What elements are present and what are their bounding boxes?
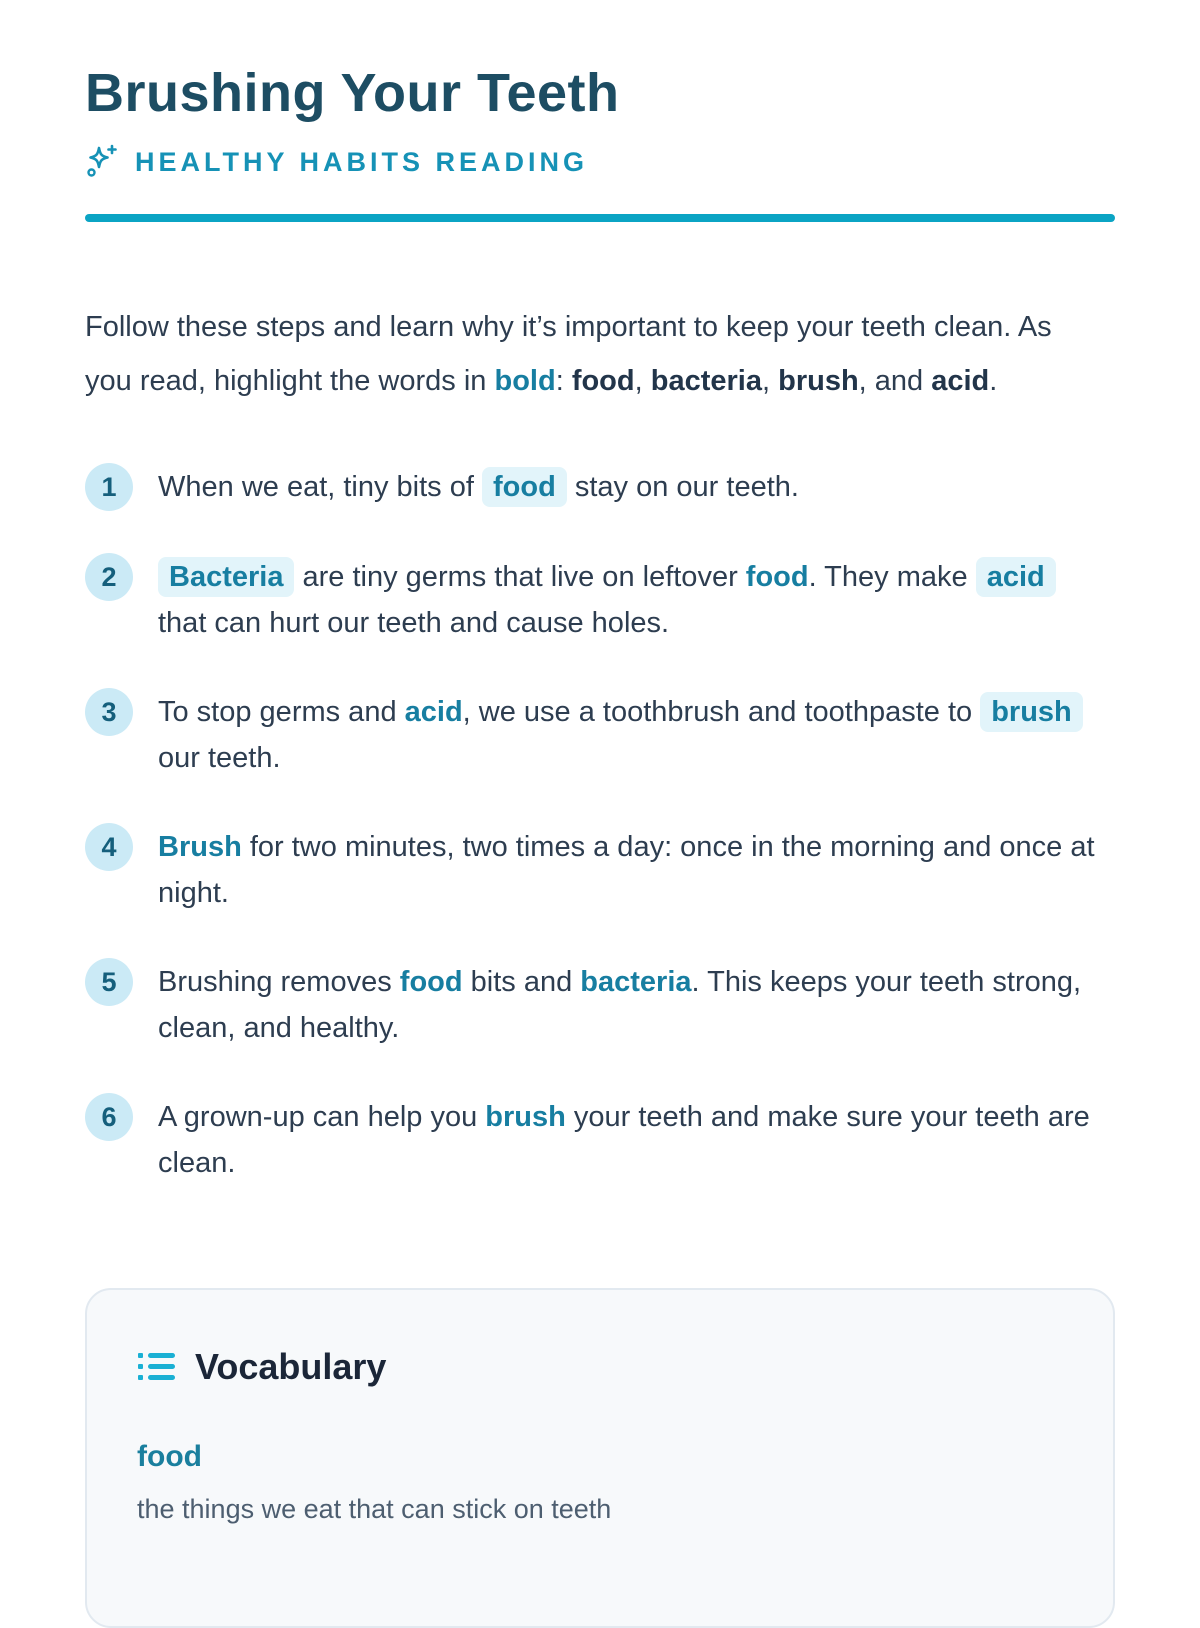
page-title: Brushing Your Teeth bbox=[85, 63, 620, 123]
vocabulary-heading-label: Vocabulary bbox=[195, 1346, 387, 1388]
text-run: stay on our teeth. bbox=[566, 471, 799, 504]
vocabulary-heading bbox=[137, 1346, 1063, 1388]
text-run: that can hurt our teeth and cause holes. bbox=[158, 607, 670, 640]
bold-word: bacteria bbox=[650, 365, 762, 398]
text-run: . bbox=[989, 365, 998, 398]
highlighted-word: brush bbox=[980, 692, 1083, 732]
text-run: our teeth. bbox=[158, 742, 281, 775]
steps-list bbox=[85, 464, 1115, 1186]
page-subtitle bbox=[85, 144, 1115, 180]
keyword: brush bbox=[485, 1101, 566, 1134]
text-run: your teeth and make sure your teeth are clean. bbox=[158, 1101, 1090, 1180]
step-number-badge: 6 bbox=[85, 1093, 133, 1141]
text-run: for two minutes, two times a day: once in the morning and once at night. bbox=[158, 831, 1095, 910]
header-divider bbox=[85, 214, 1115, 222]
text-run: are tiny germs that live on leftover bbox=[294, 561, 746, 594]
keyword: bacteria bbox=[580, 966, 692, 999]
text-run: . This keeps your teeth strong, clean, and healthy. bbox=[158, 966, 1082, 1045]
step-text bbox=[158, 464, 799, 510]
step-item bbox=[85, 1094, 1115, 1186]
keyword: acid bbox=[404, 696, 463, 729]
text-run: , bbox=[634, 365, 651, 398]
highlighted-word: food bbox=[482, 467, 567, 507]
bold-word: brush bbox=[778, 365, 859, 398]
step-item bbox=[85, 554, 1115, 646]
page-subtitle-label: HEALTHY HABITS READING bbox=[135, 146, 589, 177]
step-item bbox=[85, 464, 1115, 511]
keyword: food bbox=[399, 966, 463, 999]
text-run: Follow these steps and learn why it’s important to keep your teeth clean. As you read, highlight the words in bbox=[85, 311, 1052, 398]
text-run: Brushing removes bbox=[158, 966, 400, 999]
text-run: : bbox=[555, 365, 572, 398]
step-text bbox=[158, 959, 1098, 1051]
vocab-term: food bbox=[137, 1440, 202, 1474]
step-text bbox=[158, 1094, 1098, 1186]
step-text bbox=[158, 689, 1098, 781]
vocab-definition: the things we eat that can stick on teeth bbox=[137, 1494, 612, 1525]
keyword: bold bbox=[494, 365, 556, 398]
text-run: A grown-up can help you bbox=[158, 1101, 486, 1134]
step-item bbox=[85, 824, 1115, 916]
text-run: When we eat, tiny bits of bbox=[158, 471, 482, 504]
keyword: food bbox=[745, 561, 809, 594]
step-number-badge: 1 bbox=[85, 463, 133, 511]
step-text bbox=[158, 824, 1098, 916]
text-run: . They make bbox=[808, 561, 976, 594]
bold-word: food bbox=[571, 365, 635, 398]
bold-word: acid bbox=[931, 365, 990, 398]
worksheet-header bbox=[85, 62, 1115, 222]
highlighted-word: Bacteria bbox=[158, 557, 294, 597]
intro-paragraph bbox=[85, 300, 1100, 408]
step-number-badge: 2 bbox=[85, 553, 133, 601]
step-number-badge: 4 bbox=[85, 823, 133, 871]
step-text bbox=[158, 554, 1098, 646]
highlighted-word: acid bbox=[976, 557, 1056, 597]
vocabulary-entries bbox=[137, 1440, 1063, 1525]
text-run: bits and bbox=[462, 966, 581, 999]
vocabulary-card bbox=[85, 1288, 1115, 1628]
text-run: , bbox=[761, 365, 779, 398]
step-item bbox=[85, 689, 1115, 781]
step-number-badge: 5 bbox=[85, 958, 133, 1006]
text-run: , we use a toothbrush and toothpaste to bbox=[462, 696, 981, 729]
sparkle-icon bbox=[85, 144, 121, 180]
step-item bbox=[85, 959, 1115, 1051]
step-number-badge: 3 bbox=[85, 688, 133, 736]
text-run: To stop germs and bbox=[158, 696, 405, 729]
text-run: , and bbox=[858, 365, 932, 398]
list-icon bbox=[137, 1349, 177, 1385]
keyword: Brush bbox=[158, 831, 242, 864]
